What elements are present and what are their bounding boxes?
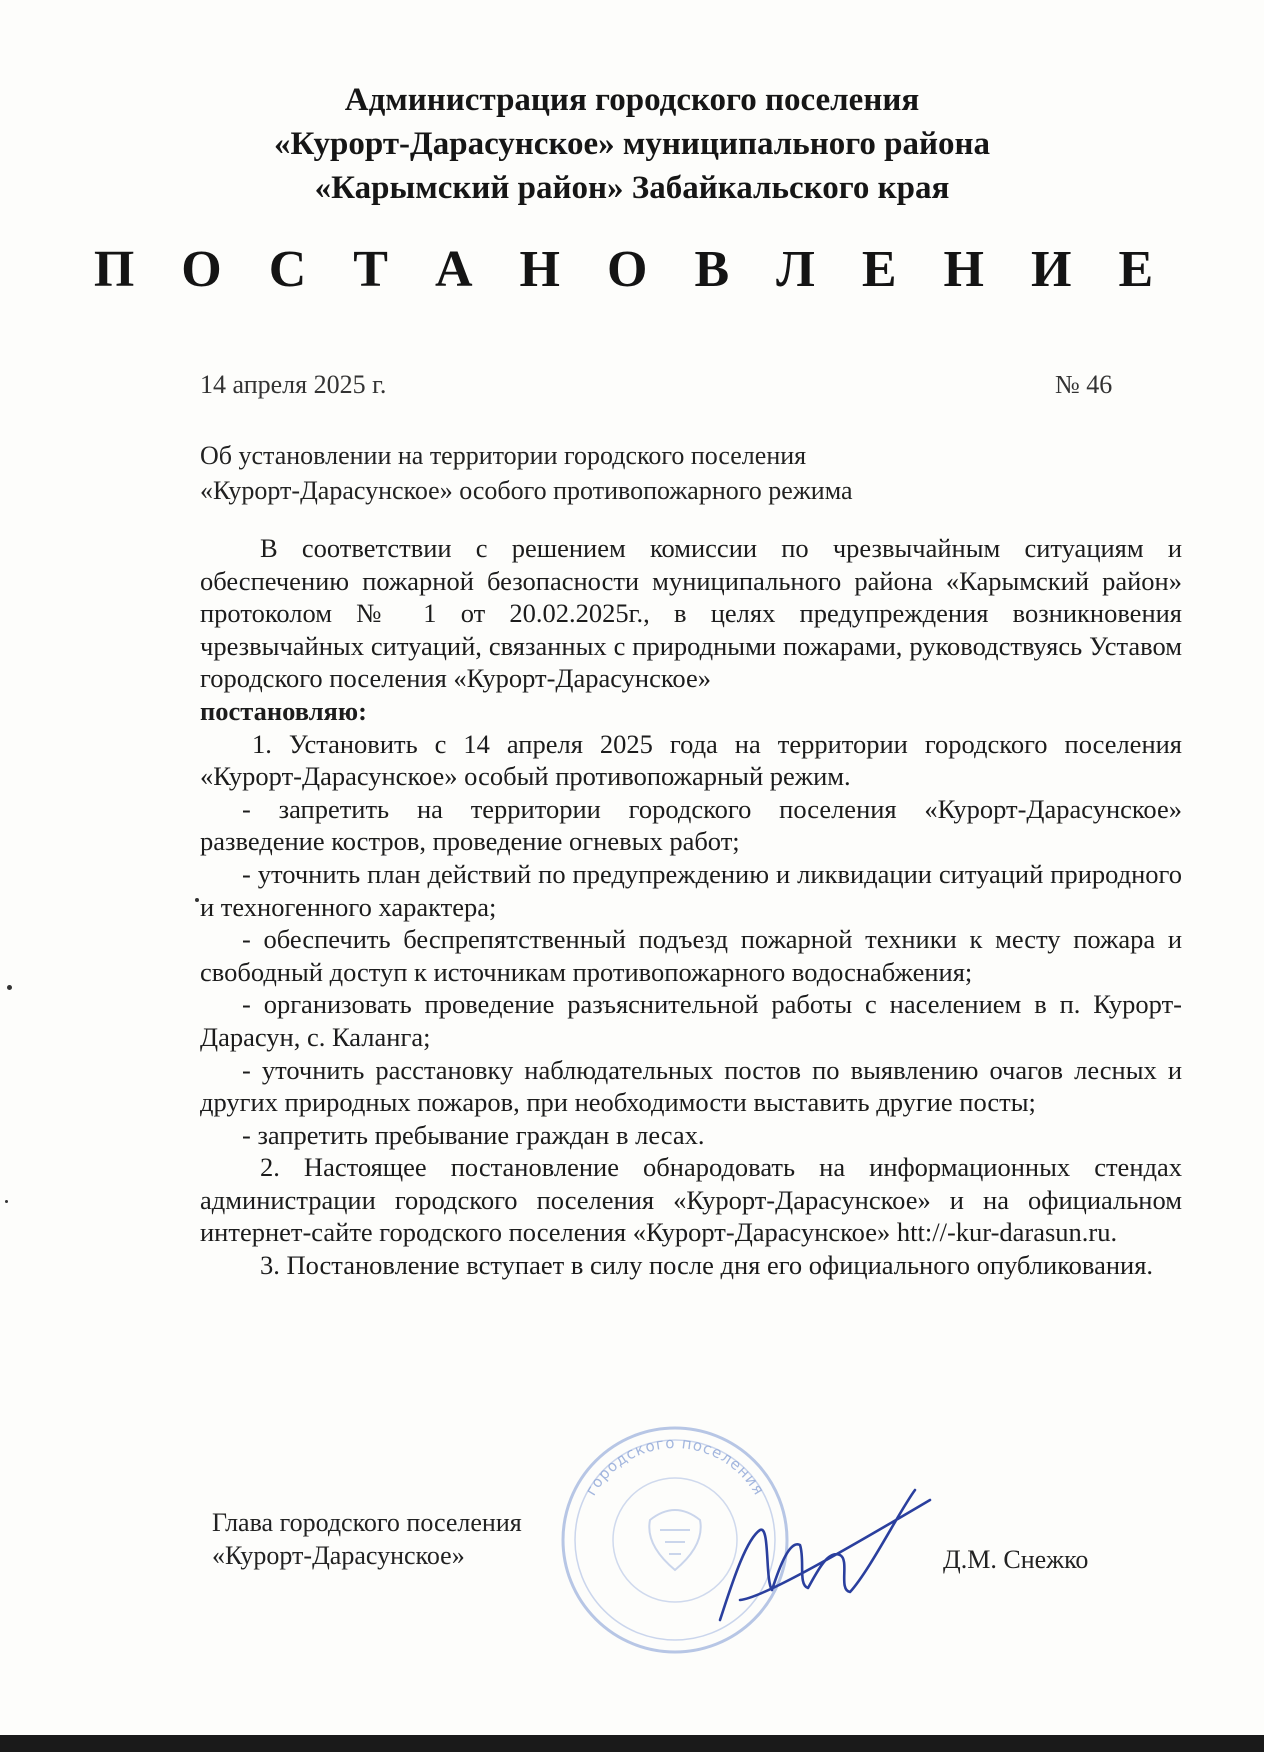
document-title: П О С Т А Н О В Л Е Н И Е	[93, 241, 1171, 298]
document-subject	[200, 438, 853, 508]
item-3-paragraph: 3. Постановление вступает в силу после дня его официального опубликования.	[260, 1250, 1154, 1281]
subject-line-2: «Курорт-Дарасунское» особого противопожарного режима	[200, 476, 853, 505]
stamp-text: городского поселения	[581, 1433, 769, 1499]
subject-line-1: Об установлении на территории городского поселения	[200, 441, 807, 470]
signatory-position	[212, 1506, 522, 1572]
measure-item: - обеспечить беспрепятственный подъезд пожарной техники к месту пожара и свободный доступ к источникам противопожарного водоснабжения;	[200, 924, 1182, 987]
measure-item: - организовать проведение разъяснительной работы с населением в п. Курорт-Дарасун, с. Каланга;	[200, 989, 1182, 1052]
scan-speck	[195, 898, 199, 902]
document-body	[200, 532, 1182, 1282]
scan-speck	[7, 985, 12, 990]
scan-edge	[0, 1735, 1264, 1752]
document-date: 14 апреля 2025 г.	[200, 370, 387, 399]
item-2-paragraph: 2. Настоящее постановление обнародовать на информационных стендах администрации городского поселения «Курорт-Дарасунское» и на официальном интернет-сайте городского поселения «Курорт-Дарасунское» htt://-kur-darasun.ru.	[200, 1152, 1182, 1248]
resolve-word: постановляю:	[200, 695, 367, 726]
issuer-line-3: «Карымский район» Забайкальского края	[314, 170, 950, 206]
issuer-line-2: «Курорт-Дарасунское» муниципального района	[273, 126, 991, 162]
item-1-paragraph: 1. Установить с 14 апреля 2025 года на территории городского поселения «Курорт-Дарасунское» особый противопожарный режим.	[200, 728, 1182, 792]
signatory-position-line-2: «Курорт-Дарасунское»	[212, 1541, 465, 1570]
measure-item: - запретить пребывание граждан в лесах.	[242, 1119, 705, 1150]
measure-item: - запретить на территории городского поселения «Курорт-Дарасунское» разведение костров, проведение огневых работ;	[200, 793, 1182, 857]
document-number: № 46	[1055, 370, 1113, 399]
preamble-paragraph: В соответствии с решением комиссии по чрезвычайным ситуациям и обеспечению пожарной безопасности муниципального района «Карымский район» протоколом № 1 от 20.02.2025г., в целях предупреждения возникновения чрезвычайных ситуаций, связанных с природными пожарами, руководствуясь Уставом городского поселения «Курорт-Дарасунское»	[200, 533, 1182, 694]
scan-speck	[5, 1200, 8, 1203]
measure-item: - уточнить план действий по предупреждению и ликвидации ситуаций природного и техногенного характера;	[200, 858, 1182, 922]
handwritten-signature	[700, 1470, 940, 1650]
signatory-name: Д.М. Снежко	[943, 1545, 1089, 1574]
signatory-position-line-1: Глава городского поселения	[212, 1508, 522, 1537]
issuer-line-1: Администрация городского поселения	[344, 82, 920, 118]
issuer-header	[0, 78, 1264, 210]
measure-item: - уточнить расстановку наблюдательных постов по выявлению очагов лесных и других природных пожаров, при необходимости выставить другие посты;	[200, 1054, 1182, 1118]
